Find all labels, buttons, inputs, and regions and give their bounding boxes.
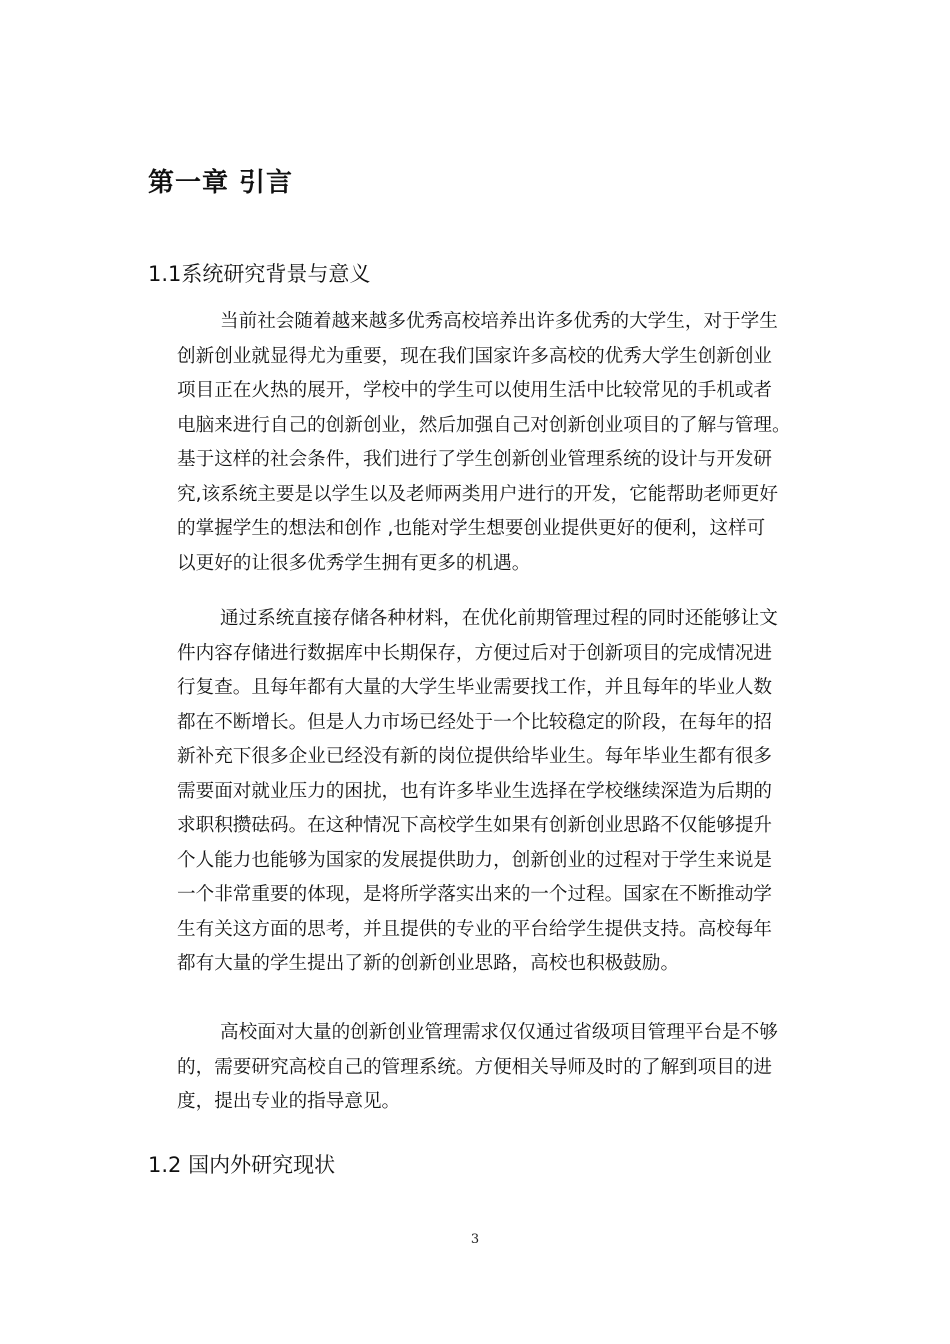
- paragraph-line: 行复查。且每年都有大量的大学生毕业需要找工作，并且每年的毕业人数: [177, 677, 773, 698]
- paragraph-line: 度，提出专业的指导意见。: [177, 1091, 401, 1112]
- paragraph-background: [177, 305, 807, 581]
- paragraph-line: 究,该系统主要是以学生以及老师两类用户进行的开发，它能帮助老师更好: [177, 483, 778, 505]
- paragraph-line: 创新创业就显得尤为重要，现在我们国家许多高校的优秀大学生创新创业: [177, 345, 773, 367]
- paragraph-line: 需要面对就业压力的困扰，也有许多毕业生选择在学校继续深造为后期的: [177, 780, 773, 802]
- paragraph-line: 生有关这方面的思考，并且提供的专业的平台给学生提供支持。高校每年: [177, 918, 773, 940]
- paragraph-line: 的，需要研究高校自己的管理系统。方便相关导师及时的了解到项目的进: [177, 1056, 773, 1078]
- paragraph-line: 高校面对大量的创新创业管理需求仅仅通过省级项目管理平台是不够: [220, 1022, 778, 1043]
- paragraph-line: 个人能力也能够为国家的发展提供助力，创新创业的过程对于学生来说是: [177, 849, 773, 871]
- paragraph-line: 以更好的让很多优秀学生拥有更多的机遇。: [177, 552, 531, 574]
- paragraph-line: 电脑来进行自己的创新创业，然后加强自己对创新创业项目的了解与管理。: [177, 414, 791, 436]
- paragraph-line: 项目正在火热的展开，学校中的学生可以使用生活中比较常见的手机或者: [177, 380, 773, 401]
- paragraph-line: 的掌握学生的想法和创作 ,也能对学生想要创业提供更好的便利，这样可: [177, 518, 766, 539]
- paragraph-line: 通过系统直接存储各种材料，在优化前期管理过程的同时还能够让文: [220, 608, 778, 629]
- paragraph-line: 基于这样的社会条件，我们进行了学生创新创业管理系统的设计与开发研: [177, 449, 773, 470]
- paragraph-line: 都有大量的学生提出了新的创新创业思路，高校也积极鼓励。: [177, 953, 680, 974]
- paragraph-line: 当前社会随着越来越多优秀高校培养出许多优秀的大学生，对于学生: [220, 311, 778, 332]
- page-number: 3: [470, 1232, 480, 1247]
- paragraph-line: 件内容存储进行数据库中长期保存，方便过后对于创新项目的完成情况进: [177, 642, 773, 664]
- paragraph-line: 求职积攒砝码。在这种情况下高校学生如果有创新创业思路不仅能够提升: [177, 815, 773, 836]
- section-heading-1-2: 1.2 国内外研究现状: [148, 1153, 336, 1177]
- chapter-title: 第一章 引言: [148, 168, 294, 198]
- paragraph-management: [177, 1016, 807, 1120]
- paragraph-storage: [177, 602, 807, 982]
- paragraph-line: 一个非常重要的体现，是将所学落实出来的一个过程。国家在不断推动学: [177, 884, 773, 905]
- paragraph-line: 都在不断增长。但是人力市场已经处于一个比较稳定的阶段，在每年的招: [177, 711, 773, 733]
- paragraph-line: 新补充下很多企业已经没有新的岗位提供给毕业生。每年毕业生都有很多: [177, 746, 773, 767]
- section-heading-1-1: 1.1系统研究背景与意义: [148, 262, 371, 286]
